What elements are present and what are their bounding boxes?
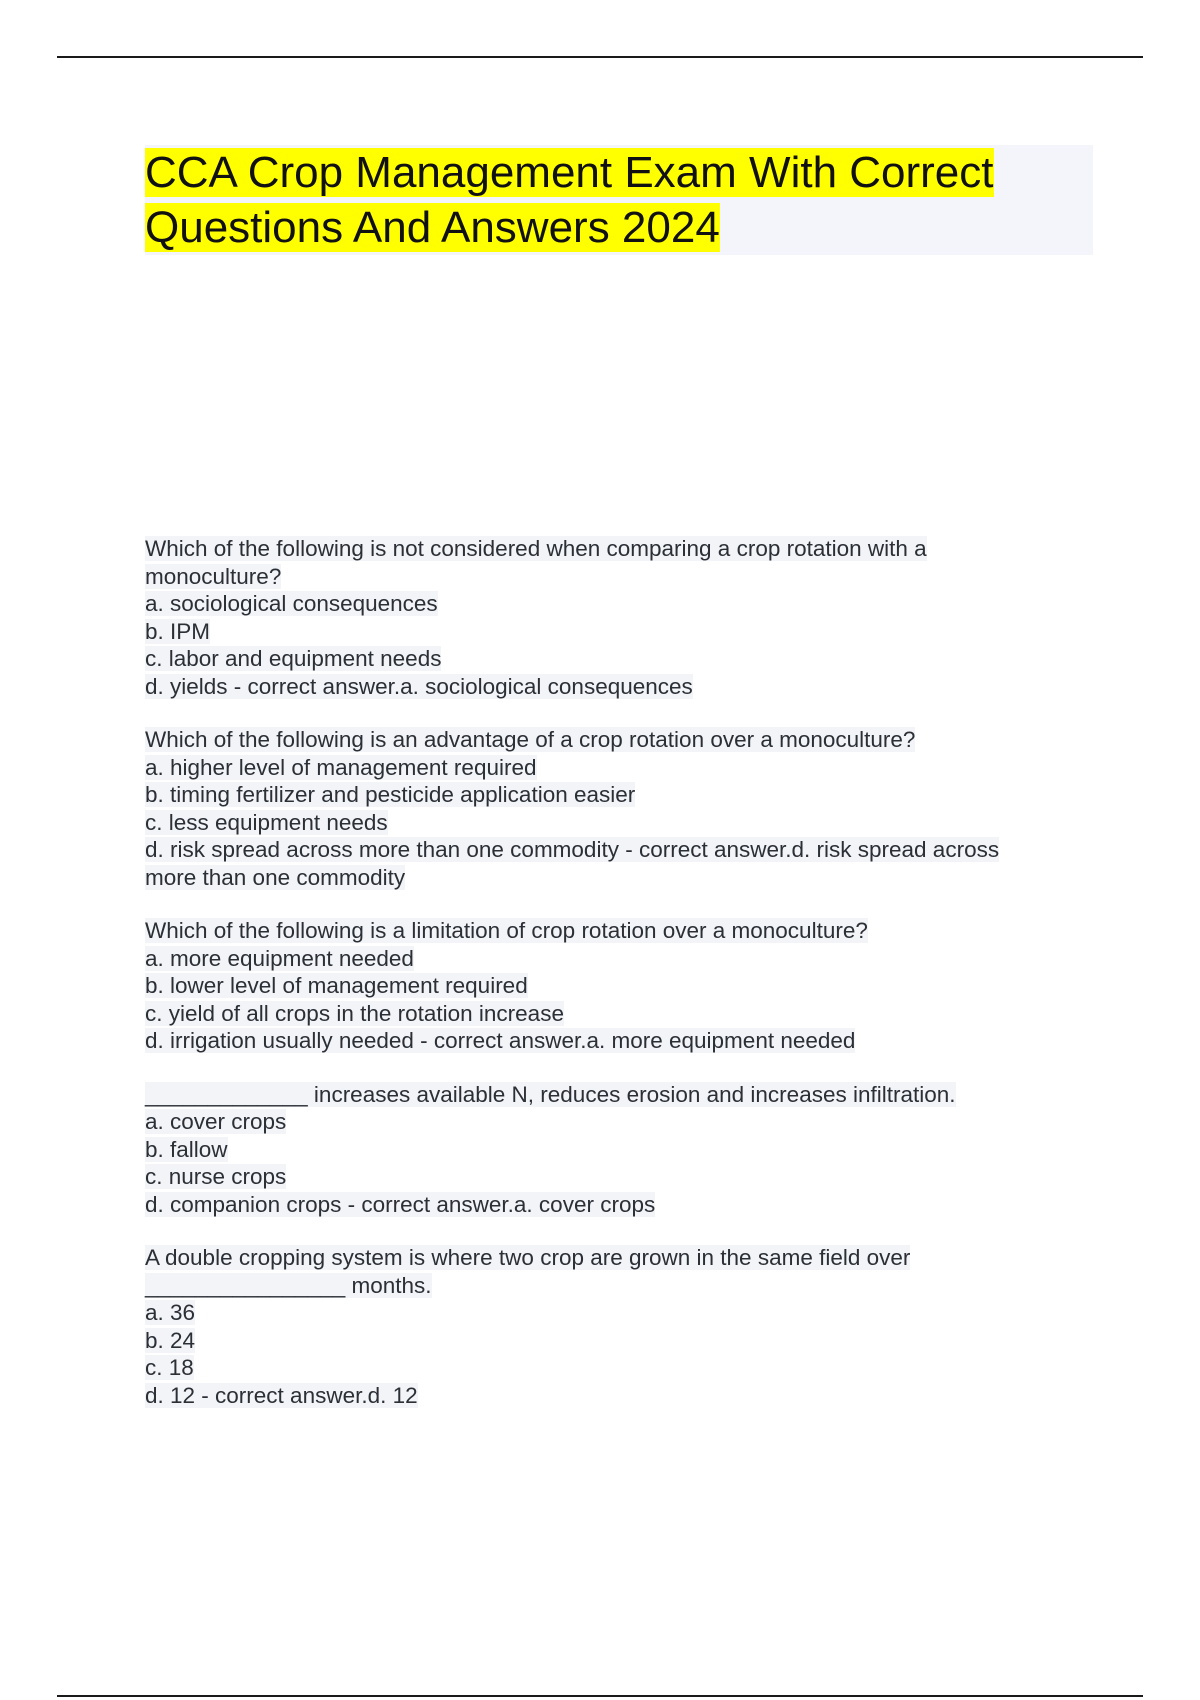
question-3-line-1: Which of the following is a limitation of crop rotation over a monoculture? <box>145 918 868 943</box>
question-2-option-c <box>145 809 1095 837</box>
question-4-option-a <box>145 1108 1095 1136</box>
question-5-line-2: ________________ months. <box>145 1272 432 1298</box>
question-5-line-3: a. 36 <box>145 1300 196 1325</box>
question-5-option-a <box>145 1299 1095 1327</box>
question-3-option-d-answer <box>145 1027 1095 1055</box>
question-1-line-1: Which of the following is not considered when comparing a crop rotation with a <box>145 536 927 561</box>
question-4-line-4: c. nurse crops <box>145 1164 287 1189</box>
question-1-line-2: monoculture? <box>145 563 282 589</box>
question-5-line-4: b. 24 <box>145 1327 196 1353</box>
top-rule <box>57 56 1143 58</box>
question-1-line-5: c. labor and equipment needs <box>145 646 442 671</box>
question-1-line-3: a. sociological consequences <box>145 591 438 616</box>
question-1 <box>145 535 1095 700</box>
question-5-line-5: c. 18 <box>145 1355 194 1380</box>
bottom-rule <box>57 1695 1143 1697</box>
title-line-1 <box>145 145 1093 200</box>
title-line-2-text: Questions And Answers 2024 <box>145 203 720 252</box>
question-5-line-6: d. 12 - correct answer.d. 12 <box>145 1382 418 1408</box>
question-2-option-a <box>145 754 1095 782</box>
question-4-line-2: a. cover crops <box>145 1109 287 1134</box>
question-1-line-4: b. IPM <box>145 618 211 644</box>
question-5-prompt <box>145 1244 1095 1272</box>
question-1-option-b <box>145 618 1095 646</box>
question-2-line-1: Which of the following is an advantage of a crop rotation over a monoculture? <box>145 727 916 752</box>
question-list <box>145 535 1095 1435</box>
question-2-prompt <box>145 726 1095 754</box>
document-title <box>145 145 1093 255</box>
question-3-line-3: b. lower level of management required <box>145 973 528 998</box>
question-4-option-d-answer <box>145 1191 1095 1219</box>
question-4-option-b <box>145 1136 1095 1164</box>
question-1-option-d-answer <box>145 673 1095 701</box>
title-line-2 <box>145 200 1093 255</box>
question-5-option-d-answer <box>145 1382 1095 1410</box>
question-2-option-b <box>145 781 1095 809</box>
question-3-option-b <box>145 972 1095 1000</box>
question-5-option-b <box>145 1327 1095 1355</box>
question-1-option-c <box>145 645 1095 673</box>
question-5-option-c <box>145 1354 1095 1382</box>
question-1-prompt-cont <box>145 563 1095 591</box>
question-5-prompt-cont <box>145 1272 1095 1300</box>
question-5 <box>145 1244 1095 1409</box>
question-1-option-a <box>145 590 1095 618</box>
question-3-line-5: d. irrigation usually needed - correct answer.a. more equipment needed <box>145 1028 856 1053</box>
question-4-line-1: _____________ increases available N, reduces erosion and increases infiltration. <box>145 1081 956 1107</box>
question-4-line-5: d. companion crops - correct answer.a. cover crops <box>145 1191 656 1217</box>
question-2-line-2: a. higher level of management required <box>145 754 537 780</box>
question-2-line-6: more than one commodity <box>145 864 406 890</box>
question-2-option-d-answer <box>145 836 1095 864</box>
question-4-option-c <box>145 1163 1095 1191</box>
question-2-line-3: b. timing fertilizer and pesticide application easier <box>145 782 636 807</box>
question-4-line-3: b. fallow <box>145 1136 228 1162</box>
title-line-1-text: CCA Crop Management Exam With Correct <box>145 148 994 197</box>
question-2-line-5: d. risk spread across more than one commodity - correct answer.d. risk spread across <box>145 837 1000 862</box>
question-4-prompt <box>145 1081 1095 1109</box>
question-3-prompt <box>145 917 1095 945</box>
question-3-line-4: c. yield of all crops in the rotation increase <box>145 1000 564 1026</box>
question-2 <box>145 726 1095 891</box>
question-5-line-1: A double cropping system is where two crop are grown in the same field over <box>145 1245 911 1270</box>
question-3-line-2: a. more equipment needed <box>145 945 414 971</box>
question-3-option-a <box>145 945 1095 973</box>
question-1-prompt <box>145 535 1095 563</box>
question-2-line-4: c. less equipment needs <box>145 809 388 835</box>
question-4 <box>145 1081 1095 1219</box>
question-3 <box>145 917 1095 1055</box>
question-2-answer-cont <box>145 864 1095 892</box>
question-1-line-6: d. yields - correct answer.a. sociological consequences <box>145 673 693 699</box>
question-3-option-c <box>145 1000 1095 1028</box>
